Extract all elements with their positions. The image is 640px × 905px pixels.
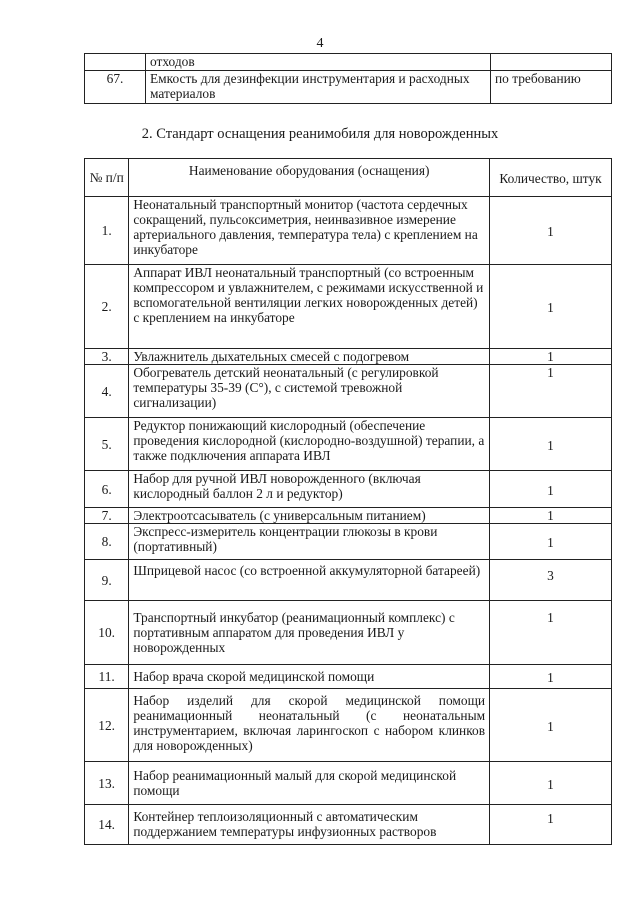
row-number: 4. — [85, 365, 129, 418]
row-number: 10. — [85, 601, 129, 665]
equipment-quantity: 1 — [490, 265, 612, 349]
table-row — [85, 54, 612, 71]
table-row — [85, 805, 612, 845]
table-row — [85, 601, 612, 665]
page-number: 4 — [316, 36, 324, 51]
table-header-row — [85, 159, 612, 197]
equipment-quantity: 1 — [490, 665, 612, 689]
equipment-name: Набор изделий для скорой медицинской помощи реанимационный неонатальный (с неонатальным инструментарием, включая ларингоскоп с набором клинков для новорожденных) — [129, 689, 490, 762]
equipment-quantity: 1 — [490, 762, 612, 805]
table-row — [85, 665, 612, 689]
equipment-name: Набор врача скорой медицинской помощи — [129, 665, 490, 689]
row-number: 3. — [85, 349, 129, 365]
row-number: 1. — [85, 197, 129, 265]
continued-equipment-table — [84, 53, 612, 104]
table-row — [85, 349, 612, 365]
table-row — [85, 471, 612, 508]
equipment-quantity: 1 — [490, 197, 612, 265]
header-quantity: Количество, штук — [490, 159, 612, 197]
equipment-quantity: 1 — [490, 524, 612, 560]
equipment-name: Неонатальный транспортный монитор (частота сердечных сокращений, пульсоксиметрия, неинвазивное измерение артериального давления, температура тела) с креплением на инкубаторе — [129, 197, 490, 265]
equipment-quantity: 1 — [490, 418, 612, 471]
table-row — [85, 71, 612, 104]
row-number: 2. — [85, 265, 129, 349]
equipment-name: Транспортный инкубатор (реанимационный комплекс) с портативным аппаратом для проведения ИВЛ у новорожденных — [129, 601, 490, 665]
equipment-standard-table — [84, 158, 612, 845]
row-number: 13. — [85, 762, 129, 805]
equipment-name: Аппарат ИВЛ неонатальный транспортный (со встроенным компрессором и увлажнителем, с режимами искусственной и вспомогательной вентиляции легких новорожденных детей) с креплением на инкубаторе — [129, 265, 490, 349]
table-row — [85, 689, 612, 762]
equipment-quantity — [491, 54, 612, 71]
equipment-name: Контейнер теплоизоляционный с автоматическим поддержанием температуры инфузионных растворов — [129, 805, 490, 845]
table-row — [85, 762, 612, 805]
row-number: 5. — [85, 418, 129, 471]
row-number — [85, 54, 146, 71]
equipment-name: Увлажнитель дыхательных смесей с подогревом — [129, 349, 490, 365]
row-number: 7. — [85, 508, 129, 524]
equipment-name: Емкость для дезинфекции инструментария и расходных материалов — [146, 71, 491, 104]
equipment-name: Набор реанимационный малый для скорой медицинской помощи — [129, 762, 490, 805]
row-number: 11. — [85, 665, 129, 689]
row-number: 67. — [85, 71, 146, 104]
equipment-quantity: 1 — [490, 508, 612, 524]
equipment-name: Обогреватель детский неонатальный (с регулировкой температуры 35-39 (С°), с системой тревожной сигнализации) — [129, 365, 490, 418]
table-row — [85, 560, 612, 601]
equipment-quantity: 3 — [490, 560, 612, 601]
header-name: Наименование оборудования (оснащения) — [129, 159, 490, 197]
table-row — [85, 524, 612, 560]
equipment-quantity: по требованию — [491, 71, 612, 104]
row-number: 12. — [85, 689, 129, 762]
table-row — [85, 418, 612, 471]
section-title: 2. Стандарт оснащения реанимобиля для новорожденных — [141, 126, 499, 142]
equipment-quantity: 1 — [490, 349, 612, 365]
table-row — [85, 197, 612, 265]
equipment-name: Электроотсасыватель (с универсальным питанием) — [129, 508, 490, 524]
equipment-name: Набор для ручной ИВЛ новорожденного (включая кислородный баллон 2 л и редуктор) — [129, 471, 490, 508]
equipment-name: отходов — [146, 54, 491, 71]
row-number: 14. — [85, 805, 129, 845]
table-row — [85, 365, 612, 418]
row-number: 8. — [85, 524, 129, 560]
table-row — [85, 508, 612, 524]
header-number: № п/п — [85, 159, 129, 197]
table-row — [85, 265, 612, 349]
row-number: 9. — [85, 560, 129, 601]
equipment-name: Экспресс-измеритель концентрации глюкозы в крови (портативный) — [129, 524, 490, 560]
equipment-quantity: 1 — [490, 471, 612, 508]
equipment-name: Редуктор понижающий кислородный (обеспечение проведения кислородной (кислородно-воздушной) терапии, а также подключения аппарата ИВЛ — [129, 418, 490, 471]
equipment-quantity: 1 — [490, 689, 612, 762]
equipment-name: Шприцевой насос (со встроенной аккумуляторной батареей) — [129, 560, 490, 601]
equipment-quantity: 1 — [490, 805, 612, 845]
equipment-quantity: 1 — [490, 365, 612, 418]
row-number: 6. — [85, 471, 129, 508]
equipment-quantity: 1 — [490, 601, 612, 665]
